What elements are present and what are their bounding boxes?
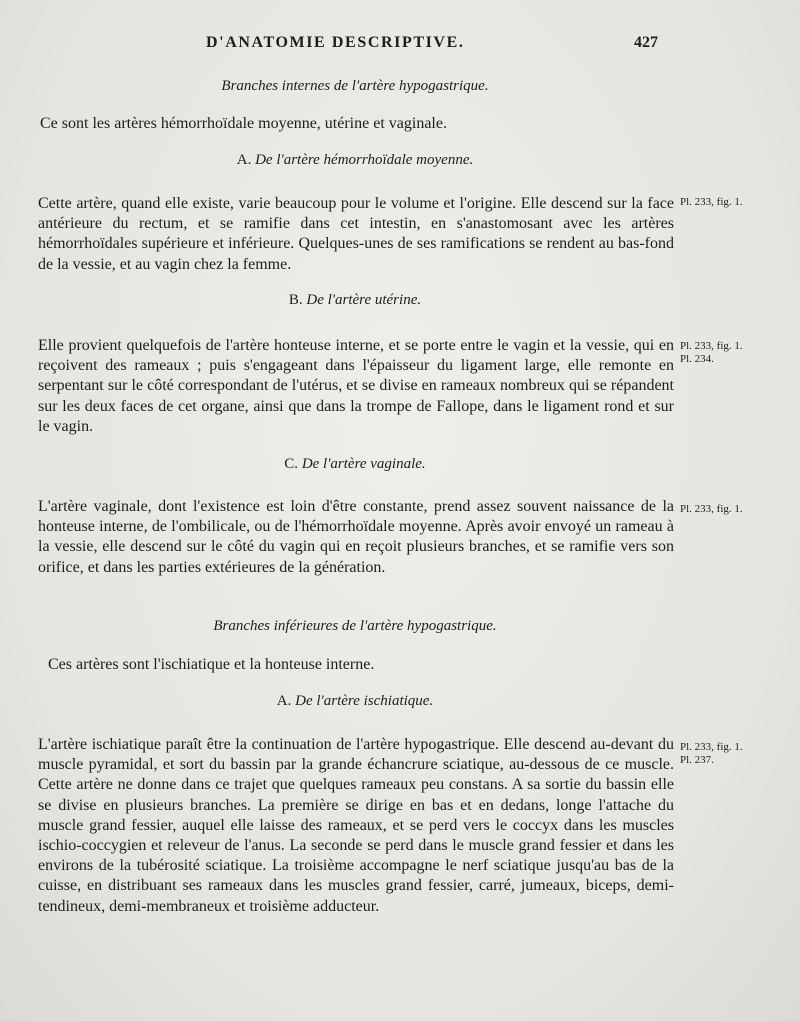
- subheading-letter: A.: [236, 152, 252, 168]
- section-heading-inferior-branches: Branches inférieures de l'artère hypogastrique.: [213, 618, 497, 634]
- inferior-intro: Ces artères sont l'ischiatique et la honteuse interne.: [48, 656, 375, 673]
- margin-note-ischiatique-1: Pl. 233, fig. 1.: [680, 741, 743, 753]
- section-heading-internal-branches: Branches internes de l'artère hypogastrique.: [221, 78, 489, 94]
- running-title: D'ANATOMIE DESCRIPTIVE.: [206, 34, 465, 51]
- subheading-letter: C.: [284, 456, 299, 472]
- margin-note-vaginale: Pl. 233, fig. 1.: [680, 503, 743, 515]
- margin-note-uterine-1: Pl. 233, fig. 1.: [680, 340, 743, 352]
- internal-intro: Ce sont les artères hémorrhoïdale moyenne, utérine et vaginale.: [40, 115, 447, 132]
- subheading-hemorrhoidale: [38, 152, 672, 169]
- subheading-vaginale: [38, 456, 672, 473]
- margin-note-uterine-2: Pl. 234.: [680, 353, 714, 365]
- paragraph-uterine: Elle provient quelquefois de l'artère honteuse interne, et se porte entre le vagin et la vessie, qui en reçoivent des rameaux ; puis s'engageant dans l'épaisseur du ligament large, elle remonte en serpentant sur le côté correspondant de l'utérus, et se divise en rameaux nombreux qui se répandent sur les deux faces de cet organe, ainsi que dans la trompe de Fallope, dans le ligament rond et sur le vagin.: [38, 337, 674, 435]
- subheading-letter: A.: [276, 693, 292, 709]
- paragraph-vaginale: L'artère vaginale, dont l'existence est loin d'être constante, prend assez souvent naissance de la honteuse interne, de l'ombilicale, ou de l'hémorrhoïdale moyenne. Après avoir envoyé un rameau à la vessie, elle descend sur le côté du vagin qui en reçoit plusieurs branches, et se ramifie vers son orifice, et dans les parties extérieures de la génération.: [38, 498, 674, 576]
- margin-note-hemorrhoidale: Pl. 233, fig. 1.: [680, 196, 743, 208]
- margin-note-ischiatique-2: Pl. 237.: [680, 754, 714, 766]
- page-header: [0, 34, 800, 58]
- subheading-title: De l'artère ischiatique.: [295, 693, 434, 709]
- paragraph-ischiatique: L'artère ischiatique paraît être la continuation de l'artère hypogastrique. Elle descend au-devant du muscle pyramidal, et sort du bassin par la grande échancrure sciatique, au-dessous de ce muscle. Cette artère ne donne dans ce trajet que quelques rameaux peu constans. A sa sortie du bassin elle se divise en plusieurs branches. La première se dirige en bas et en dedans, longe l'attache du muscle grand fessier, auquel elle laisse des rameaux, et se perd vers le coccyx dans les muscles ischio-coccygien et releveur de l'anus. La seconde se perd dans le muscle grand fessier et dans les environs de la tubérosité sciatique. La troisième accompagne le nerf sciatique jusqu'au bas de la cuisse, en distribuant ses rameaux dans les muscles grand fessier, carré, jumeaux, biceps, demi-tendineux, demi-membraneux et troisième adducteur.: [38, 736, 674, 915]
- subheading-title: De l'artère hémorrhoïdale moyenne.: [255, 152, 474, 168]
- subheading-uterine: [38, 292, 672, 309]
- subheading-letter: B.: [288, 292, 303, 308]
- subheading-title: De l'artère vaginale.: [301, 456, 426, 472]
- paragraph-hemorrhoidale: Cette artère, quand elle existe, varie beaucoup pour le volume et l'origine. Elle descend sur la face antérieure du rectum, et se ramifie dans cet intestin, en s'anastomosant avec les artères hémorrhoïdales supérieure et inférieure. Quelques-unes de ses ramifications se rendent au bas-fond de la vessie, et au vagin chez la femme.: [38, 195, 674, 273]
- subheading-ischiatique: [38, 693, 672, 710]
- subheading-title: De l'artère utérine.: [306, 292, 422, 308]
- page-number: 427: [634, 34, 658, 51]
